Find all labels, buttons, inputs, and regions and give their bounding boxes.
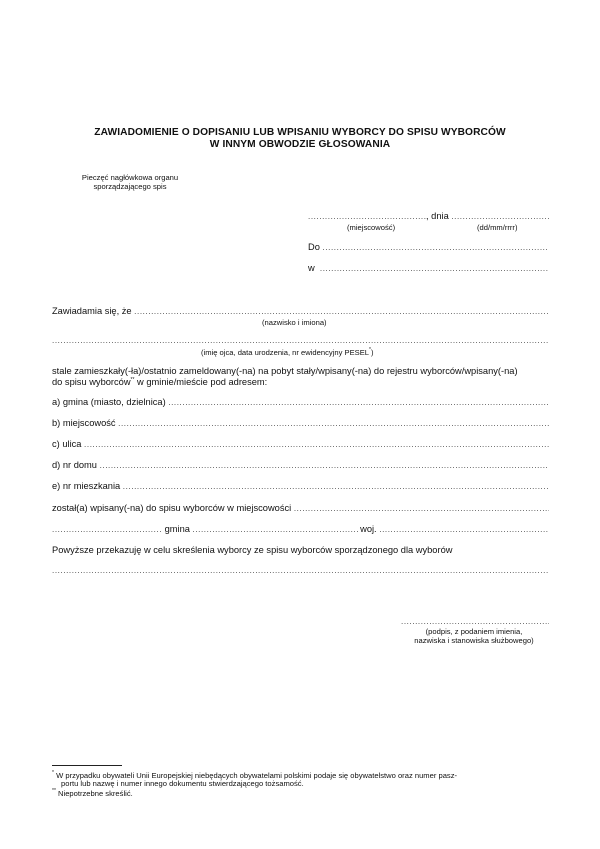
place-caption: (miejscowość): [347, 223, 396, 232]
transfer-text: Powyższe przekazuję w celu skreślenia wyborcy ze spisu wyborców sporządzonego dla wyborów: [52, 545, 453, 555]
signature-field[interactable]: [401, 617, 549, 626]
footnote-1: * W przypadku obywateli Unii Europejskiej niebędących obywatelami polskimi podaje się obywatelstwo oraz numer pasz-: [52, 770, 458, 780]
recipient-location-field[interactable]: [320, 264, 549, 273]
stamp-caption-line2: sporządzającego spis: [93, 182, 167, 191]
address-apartment-label: e) nr mieszkania: [52, 481, 121, 491]
notice-label: Zawiadamia się, że: [52, 306, 132, 316]
place-date-row: [308, 211, 549, 221]
details-row: [52, 336, 549, 345]
registered-locality-field[interactable]: [294, 504, 549, 513]
address-locality-field[interactable]: [118, 419, 549, 428]
signature-caption-line1: (podpis, z podaniem imienia,: [425, 627, 523, 636]
address-street-field[interactable]: [84, 440, 549, 449]
details-field[interactable]: [52, 336, 549, 345]
gmina-label: gmina: [164, 524, 190, 534]
address-apartment-row: [52, 481, 549, 491]
do-label: Do: [308, 242, 320, 252]
address-house-field[interactable]: [100, 461, 549, 470]
date-field[interactable]: [451, 212, 549, 221]
name-caption: (nazwisko i imiona): [262, 318, 327, 327]
form-title-line1: ZAWIADOMIENIE O DOPISANIU LUB WPISANIU WYBORCY DO SPISU WYBORCÓW: [94, 127, 506, 138]
election-field[interactable]: [52, 566, 549, 575]
signature-row: [401, 617, 549, 626]
registered-locality-cont-field[interactable]: [52, 525, 162, 534]
gmina-field[interactable]: [193, 525, 358, 534]
address-street-label: c) ulica: [52, 439, 82, 449]
residence-text-line2: do spisu wyborców** w gminie/mieście pod adresem:: [52, 377, 268, 387]
recipient-w-row: [308, 263, 549, 273]
address-gmina-row: [52, 397, 549, 407]
address-gmina-label: a) gmina (miasto, dzielnica): [52, 397, 166, 407]
recipient-field[interactable]: [322, 243, 549, 252]
name-field[interactable]: [134, 307, 549, 316]
recipient-do-row: [308, 242, 549, 252]
footnote-2: ** Niepotrzebne skreślić.: [52, 788, 133, 798]
footnote-divider: [52, 765, 122, 766]
election-row: [52, 566, 549, 575]
date-caption: (dd/mm/rrrr): [477, 223, 518, 232]
registered-label: został(a) wpisany(-na) do spisu wyborców w miejscowości: [52, 503, 292, 513]
gmina-woj-row: [52, 524, 549, 534]
stamp-caption-line1: Pieczęć nagłówkowa organu: [81, 173, 179, 182]
notice-row: [52, 306, 549, 316]
footnote-1-cont: portu lub nazwę i numer innego dokumentu stwierdzającego tożsamość.: [61, 779, 304, 788]
dnia-label: , dnia: [426, 211, 449, 221]
woj-label: woj.: [360, 524, 377, 534]
w-label: w: [308, 263, 315, 273]
form-title-line2: W INNYM OBWODZIE GŁOSOWANIA: [209, 139, 391, 150]
address-apartment-field[interactable]: [123, 482, 549, 491]
place-field[interactable]: [308, 212, 426, 221]
woj-field[interactable]: [379, 525, 549, 534]
address-house-row: [52, 460, 549, 470]
address-locality-label: b) miejscowość: [52, 418, 116, 428]
address-gmina-field[interactable]: [168, 398, 549, 407]
address-street-row: [52, 439, 549, 449]
details-caption: (imię ojca, data urodzenia, nr ewidencyjny PESEL*): [201, 347, 374, 357]
registered-row: [52, 503, 549, 513]
signature-caption-line2: nazwiska i stanowiska służbowego): [414, 636, 534, 645]
address-locality-row: [52, 418, 549, 428]
residence-text-line1: stale zamieszkały(-ła)/ostatnio zameldowany(-na) na pobyt stały/wpisany(-na) do rejestru wyborców/wpisany(-na): [52, 366, 518, 376]
address-house-label: d) nr domu: [52, 460, 97, 470]
